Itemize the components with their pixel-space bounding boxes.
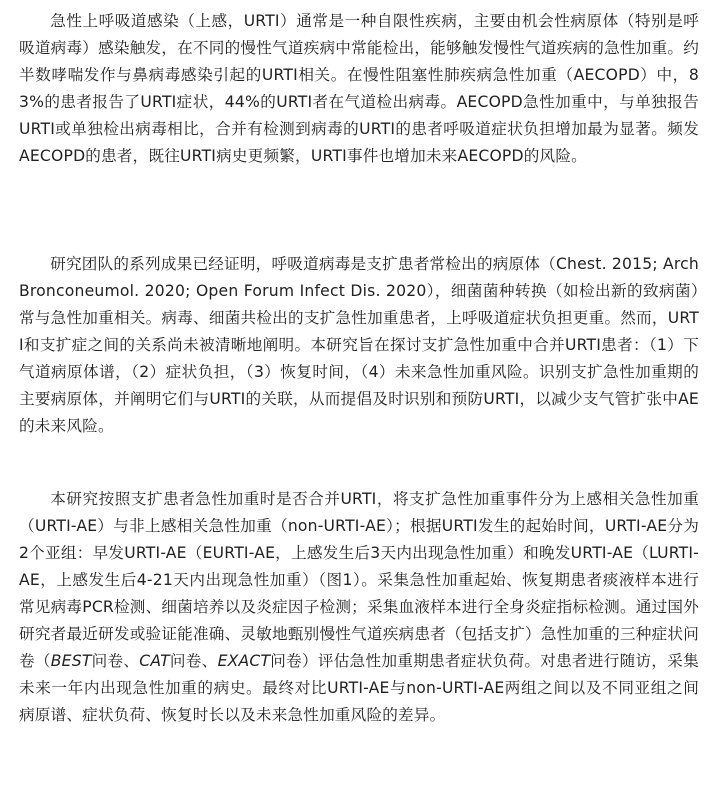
exact-questionnaire-name: EXACT <box>217 652 271 670</box>
paragraph-2 <box>19 251 699 440</box>
paragraph-1 <box>19 8 699 170</box>
paragraph-2-text: 研究团队的系列成果已经证明，呼吸道病毒是支扩患者常检出的病原体（Chest. 2015; Arch Bronconeumol. 2020; Open Forum Infect Dis. 2020），细菌菌种转换（如检出新的致病菌）常与急性加重相关。病毒、细菌共检出的支扩急性加重患者，上呼吸道症状负担更重。然而，URTI和支扩症之间的关系尚未被清晰地阐明。本研究旨在探讨支扩急性加重中合并URTI患者：（1）下气道病原体谱，（2）症状负担，（3）恢复时间，（4）未来急性加重风险。识别支扩急性加重期的主要病原体，并阐明它们与URTI的关联，从而提倡及时识别和预防URTI，以减少支气管扩张中AE的未来风险。 <box>19 255 699 435</box>
paragraph-3-text-a: 本研究按照支扩患者急性加重时是否合并URTI，将支扩急性加重事件分为上感相关急性加重（URTI-AE）与非上感相关急性加重（non-URTI-AE）；根据URTI发生的起始时间，URTI-AE分为2个亚组：早发URTI-AE（EURTI-AE，上感发生后3天内出现急性加重）和晚发URTI-AE（LURTI-AE，上感发生后4-21天内出现急性加重）（图1）。采集急性加重起始、恢复期患者痰液样本进行常见病毒PCR检测、细菌培养以及炎症因子检测；采集血液样本进行全身炎症指标检测。通过国外研究者最近研发或验证能准确、灵敏地甄别慢性气道疾病患者（包括支扩）急性加重的三种症状问卷（ <box>19 490 699 670</box>
paragraph-3-text-d: 问卷）评估急性加重期患者症状负荷。对患者进行随访，采集未来一年内出现急性加重的病史。最终对比URTI-AE与non-URTI-AE两组之间以及不同亚组之间病原谱、症状负荷、恢复时长以及未来急性加重风险的差异。 <box>19 652 699 724</box>
paragraph-3-text-b: 问卷、 <box>91 652 140 670</box>
cat-questionnaire-name: CAT <box>139 652 170 670</box>
paragraph-3-text-c: 问卷、 <box>169 652 218 670</box>
paragraph-3 <box>19 486 699 729</box>
best-questionnaire-name: BEST <box>50 652 92 670</box>
paragraph-1-text: 急性上呼吸道感染（上感，URTI）通常是一种自限性疾病，主要由机会性病原体（特别是呼吸道病毒）感染触发，在不同的慢性气道疾病中常能检出，能够触发慢性气道疾病的急性加重。约半数哮喘发作与鼻病毒感染引起的URTI相关。在慢性阻塞性肺疾病急性加重（AECOPD）中，83%的患者报告了URTI症状，44%的URTI者在气道检出病毒。AECOPD急性加重中，与单独报告URTI或单独检出病毒相比，合并有检测到病毒的URTI的患者呼吸道症状负担增加最为显著。频发AECOPD的患者，既往URTI病史更频繁，URTI事件也增加未来AECOPD的风险。 <box>19 12 699 165</box>
